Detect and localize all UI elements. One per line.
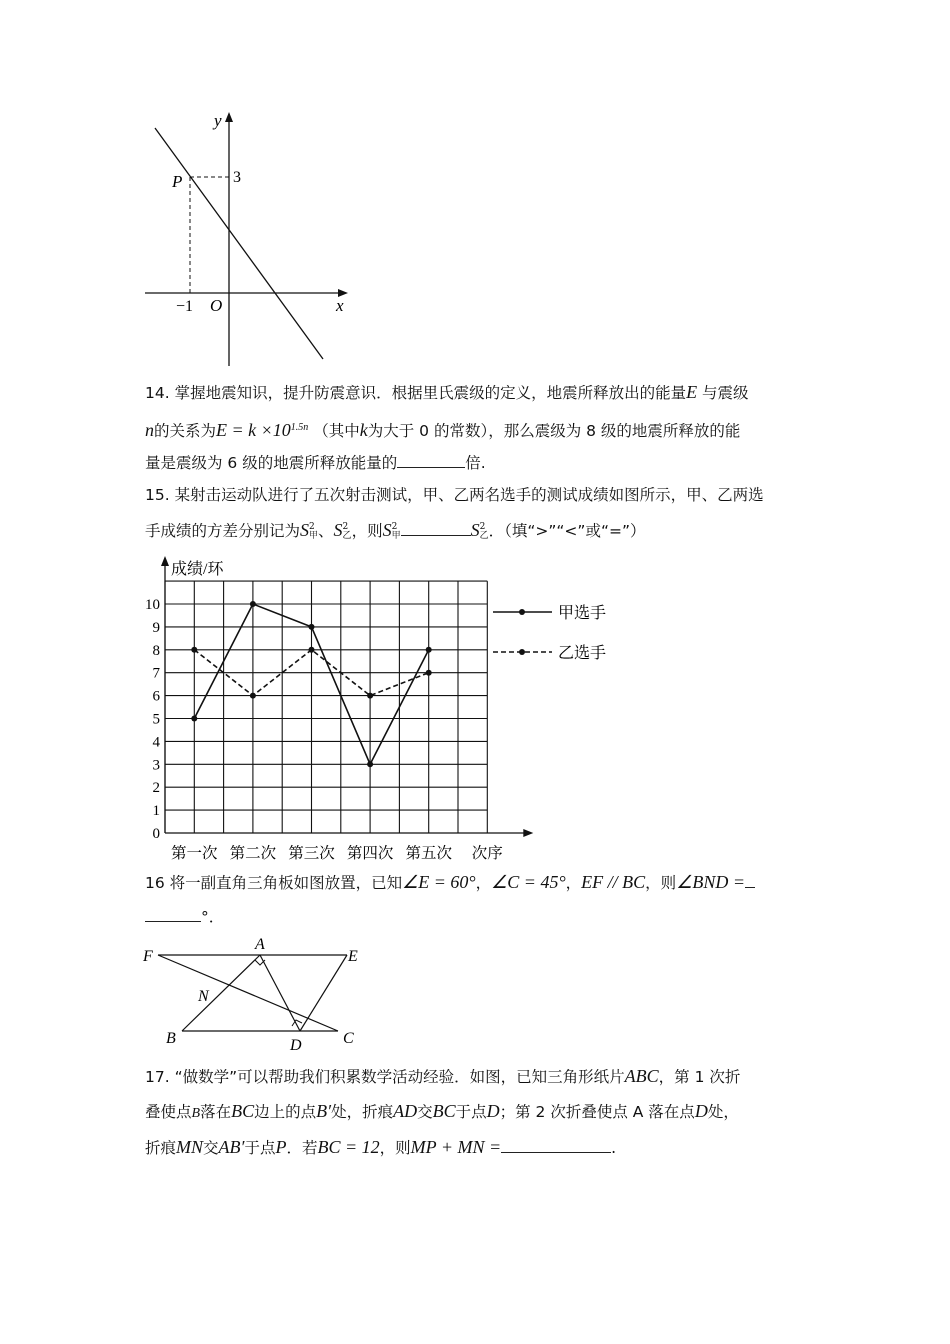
sup: 2 (479, 522, 486, 532)
q14-text: 倍. (465, 454, 486, 472)
data-point (191, 647, 197, 653)
label-d: D (290, 1037, 302, 1054)
data-point (309, 624, 315, 630)
q15-line1 (145, 484, 764, 506)
q17-text: 处，折痕 (331, 1103, 394, 1121)
target-expression: MP + MN = (410, 1137, 502, 1157)
q17-text: ；第 2 次折叠使点 A 落在点 (499, 1103, 695, 1121)
q15-text: 15. 某射击运动队进行了五次射击测试，甲、乙两名选手的测试成绩如图所示，甲、乙两选 (145, 486, 764, 504)
label-n: N (198, 988, 209, 1005)
q17-text: 落在 (200, 1103, 232, 1121)
formula-exponent: 1.5n (290, 422, 309, 433)
q17-text: 交 (203, 1139, 219, 1157)
q17-text: 于点 (455, 1103, 487, 1121)
variance-symbol: S (300, 520, 310, 540)
q16-text: ，则 (645, 874, 677, 892)
label-c: C (343, 1030, 354, 1047)
origin-label: O (210, 296, 223, 315)
data-point (250, 601, 256, 607)
data-point (367, 761, 373, 767)
var-k: k (359, 420, 368, 441)
score-line-chart (140, 552, 620, 867)
y-tick-label: 8 (152, 642, 160, 659)
crease-ad: AD (393, 1101, 418, 1121)
coordinate-figure (140, 108, 360, 373)
angle-c: ∠C = 45° (491, 872, 566, 892)
q17-text: 于点 (244, 1139, 276, 1157)
function-line (155, 128, 323, 359)
x-axis-label: 次序 (471, 845, 503, 862)
y-tick-label: 1 (152, 803, 160, 820)
answer-blank[interactable] (401, 521, 471, 536)
q17-line2 (145, 1100, 739, 1125)
segment-bc: BC (432, 1101, 456, 1121)
q16-line1 (145, 871, 755, 894)
q14-text: （其中 (313, 422, 360, 441)
segment-ab-prime: AB′ (218, 1137, 245, 1157)
q15-text: ．（填“>”“<”或“=”） (488, 522, 646, 540)
label-e: E (348, 948, 358, 965)
x-axis-arrow-icon (523, 829, 533, 837)
y-tick-label: 0 (152, 826, 160, 842)
x-category-label: 第五次 (405, 845, 452, 862)
script (392, 523, 401, 541)
angle-e: ∠E = 60° (402, 872, 476, 892)
triangle-abc: ABC (624, 1066, 659, 1086)
segment-bc: BC (231, 1101, 255, 1121)
q17-text: ，则 (379, 1139, 411, 1157)
q17-text: 交 (417, 1103, 433, 1121)
sup: 2 (342, 522, 349, 532)
q17-line1 (145, 1065, 740, 1088)
chart-axes (161, 556, 533, 837)
data-point (426, 670, 432, 676)
sup: 2 (391, 522, 398, 532)
y-axis-label: 成绩/环 (171, 561, 224, 578)
data-point (191, 716, 197, 722)
q15-line2 (145, 519, 646, 542)
x-axis-label: x (336, 296, 344, 315)
x-category-label: 第二次 (229, 845, 277, 862)
y-tick-label: 4 (152, 734, 160, 751)
y-tick-label: 5 (152, 711, 160, 728)
x-category-label: 第四次 (346, 845, 394, 862)
answer-blank[interactable] (397, 453, 465, 468)
chart-grid (165, 581, 487, 833)
q17-text: ．若 (286, 1139, 318, 1157)
q15-text: 手成绩的方差分别记为 (145, 522, 301, 540)
label-b: B (166, 1030, 176, 1047)
q14-text: 的关系为 (154, 422, 217, 441)
q14-text: 与震级 (702, 384, 749, 402)
q16-text: °． (201, 908, 225, 926)
q16-text: 16 将一副直角三角板如图放置，已知 (145, 874, 403, 892)
q14-line3 (145, 452, 486, 474)
x-tick-minus1: −1 (176, 298, 194, 315)
point-d: D (486, 1101, 500, 1121)
triangle-figure (140, 933, 365, 1058)
q17-text: 边上的点 (254, 1103, 317, 1121)
q17-text: 17. “做数学”可以帮助我们积累数学活动经验．如图，已知三角形纸片 (145, 1068, 625, 1086)
answer-blank[interactable] (501, 1138, 611, 1153)
y-tick-3: 3 (233, 169, 241, 186)
q17-text: . (611, 1139, 617, 1157)
x-category-label: 第一次 (171, 845, 218, 862)
point-p: P (275, 1137, 287, 1157)
label-a: A (255, 936, 265, 953)
sub: 甲 (391, 531, 401, 541)
q14-line2 (145, 417, 740, 442)
y-tick-label: 3 (152, 757, 160, 774)
q14-text: 14. 掌握地震知识，提升防震意识．根据里氏震级的定义，地震所释放出的能量 (145, 384, 687, 402)
q17-text: 处， (707, 1103, 739, 1121)
bc-equals: BC = 12 (317, 1137, 380, 1157)
q17-line3 (145, 1136, 616, 1159)
point-d: D (694, 1101, 708, 1121)
legend-label: 乙选手 (558, 645, 607, 662)
crease-mn: MN (176, 1137, 204, 1157)
data-point (367, 693, 373, 699)
x-category-label: 第三次 (288, 845, 335, 862)
var-n: n (145, 420, 154, 441)
data-point (250, 693, 256, 699)
angle-bnd: ∠BND = (676, 872, 745, 892)
answer-blank[interactable] (145, 907, 201, 922)
legend-label: 甲选手 (558, 605, 607, 622)
variance-symbol: S (382, 520, 392, 540)
legend-marker (519, 609, 525, 615)
q16-text: ， (565, 874, 582, 892)
y-tick-label: 6 (152, 688, 160, 705)
chart-legend (493, 604, 606, 662)
variance-symbol: S (333, 520, 343, 540)
sub: 甲 (309, 531, 319, 541)
y-tick-label: 7 (152, 665, 160, 682)
q17-text: ，第 1 次折 (658, 1068, 741, 1086)
variance-symbol: S (470, 520, 480, 540)
var-e: E (686, 382, 698, 402)
legend-marker (519, 649, 525, 655)
q17-text: 折痕 (145, 1139, 177, 1157)
script (343, 523, 352, 541)
script (309, 523, 318, 541)
point-b-prime: B′ (316, 1101, 332, 1121)
y-tick-label: 9 (152, 619, 160, 636)
q16-line2 (145, 906, 224, 928)
data-point (426, 647, 432, 653)
q14-line1 (145, 381, 749, 404)
sub: 乙 (479, 531, 489, 541)
q14-text: 量是震级为 6 级的地震所释放能量的 (145, 454, 398, 472)
sub: 乙 (342, 531, 352, 541)
answer-blank-start[interactable] (745, 873, 755, 888)
q15-text: ，则 (351, 522, 383, 540)
data-point (309, 647, 315, 653)
y-axis-arrow-icon (225, 112, 233, 122)
point-b: B (191, 1106, 201, 1121)
script (480, 523, 489, 541)
y-tick-label: 2 (152, 780, 160, 797)
q14-text: 为大于 0 的常数），那么震级为 8 级的地震所释放的能 (367, 422, 741, 441)
y-axis-label: y (214, 111, 222, 130)
y-tick-label: 10 (145, 597, 160, 613)
parallel-statement: EF // BC (581, 872, 646, 892)
y-axis-arrow-icon (161, 556, 169, 566)
q17-text: 叠使点 (145, 1103, 192, 1121)
point-p-label: P (172, 172, 183, 191)
q15-text: 、 (318, 522, 334, 540)
energy-formula: E = k ×10 (216, 420, 291, 441)
q16-text: ， (475, 874, 492, 892)
sup: 2 (309, 522, 315, 532)
label-f: F (143, 948, 153, 965)
